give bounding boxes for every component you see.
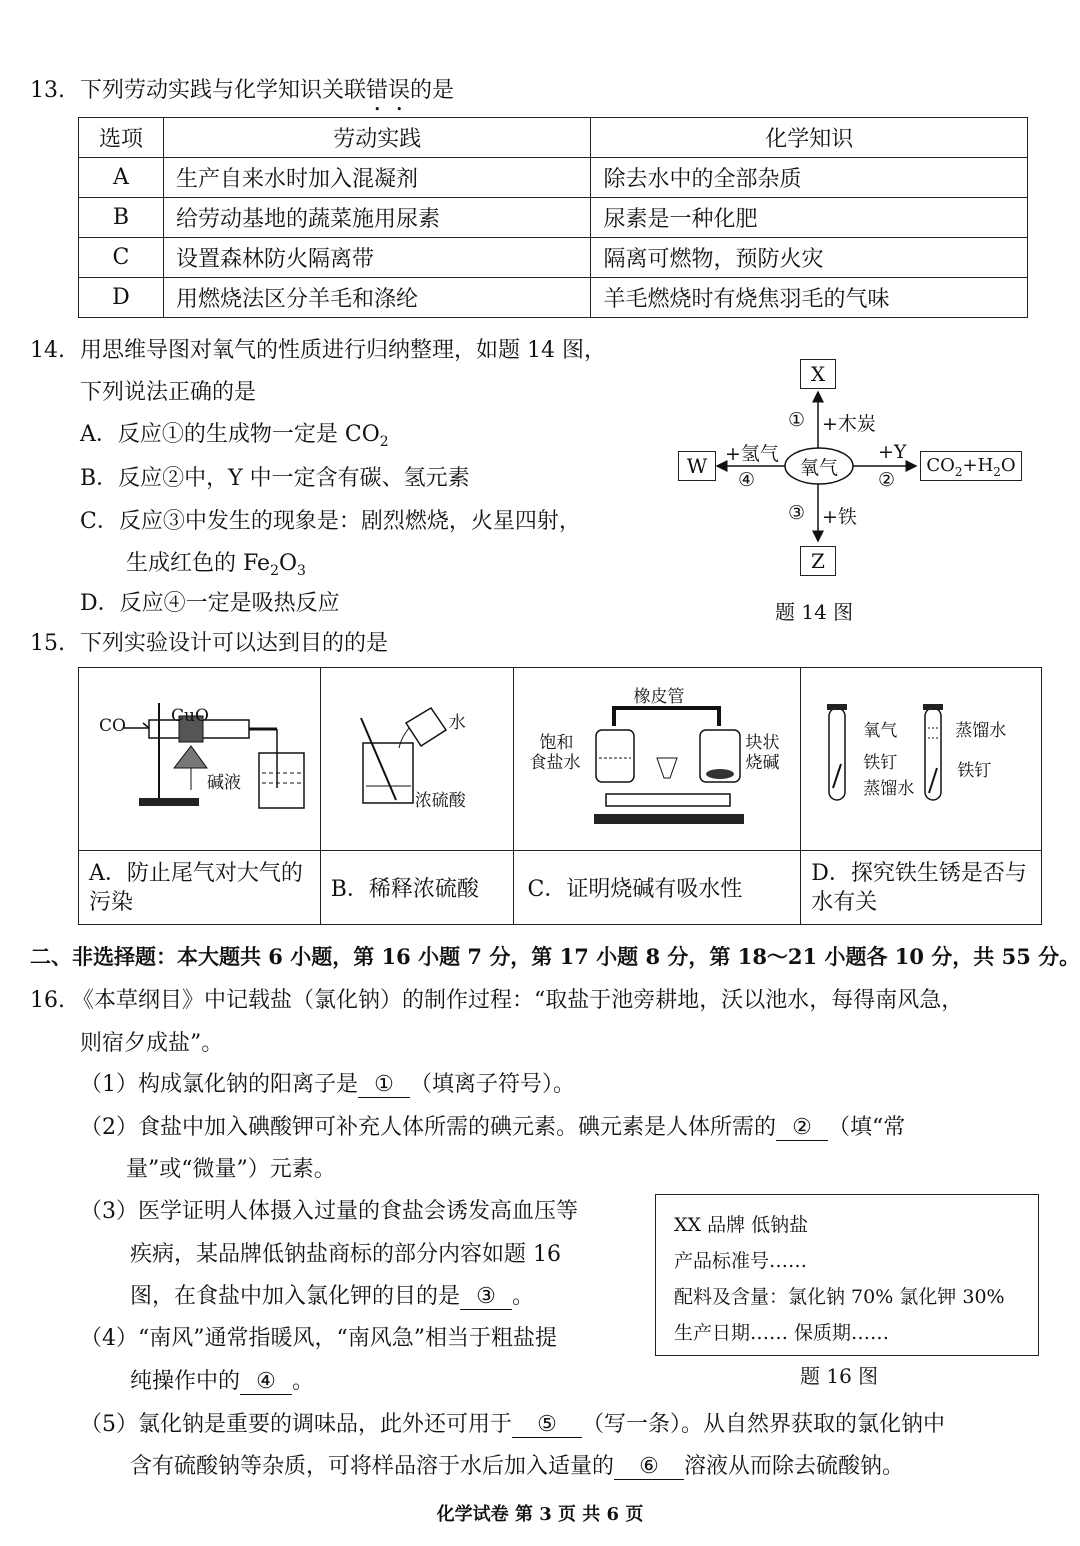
q14-products-o: O [1000, 455, 1016, 476]
q16-blank-5[interactable]: ⑤ [512, 1413, 582, 1438]
q13-row-practice: 用燃烧法区分羊毛和涤纶 [163, 278, 591, 318]
q16-part4-text: 纯操作中的 [130, 1369, 241, 1394]
q13-stem-end: 的是 [410, 78, 455, 103]
page-footer: 化学试卷 第 3 页 共 6 页 [436, 1504, 644, 1525]
q16-part3-line2: 疾病，某品牌低钠盐商标的部分内容如题 16 [130, 1242, 561, 1267]
q15-apparatus-a [79, 668, 319, 848]
q13-row-knowledge: 尿素是一种化肥 [591, 198, 1028, 238]
q15-d-label-water-1: 蒸馏水 [863, 779, 915, 799]
q15-options-table [78, 667, 1042, 925]
q15-apparatus-d [801, 668, 1041, 848]
q15-captions-row [79, 851, 1042, 925]
q15-option-a: A．防止尾气对大气的污染 [79, 851, 321, 925]
q16-part3-line3 [130, 1282, 534, 1312]
section2-desc: 本大题共 6 小题，第 16 小题 7 分，第 17 小题 8 分，第 18～21 小题各 10 分，共 55 分。 [177, 944, 1080, 969]
q14-products-h: +H [962, 455, 994, 476]
q16-part5-line2-post: 溶液从而除去硫酸钠。 [684, 1454, 905, 1479]
q14-products-co: CO [926, 455, 955, 476]
q16-blank-2[interactable]: ② [776, 1116, 828, 1141]
q16-number: 16. [30, 988, 65, 1013]
q16-part1-post: （填离子符号）。 [410, 1072, 576, 1097]
q14-stem-line2: 下列说法正确的是 [80, 380, 257, 405]
section2-heading [30, 942, 1080, 972]
q14-option-a-sub: 2 [379, 434, 389, 450]
q15-b-label-acid: 浓硫酸 [414, 791, 466, 811]
q16-caption: 题 16 图 [800, 1364, 879, 1388]
q16-label-brand: XX 品牌 低钠盐 [674, 1214, 809, 1236]
section2-title: 二、非选择题： [30, 944, 177, 969]
q14-option-a-text: A．反应①的生成物一定是 CO [80, 422, 380, 447]
table-row [79, 198, 1028, 238]
q15-stem [30, 629, 388, 659]
q16-stem-line1 [30, 986, 963, 1016]
q15-panel-a [79, 668, 321, 851]
q16-part4-post: 。 [292, 1369, 315, 1394]
q13-row-option: A [79, 158, 164, 198]
q14-reaction-3-label: +铁 [822, 506, 857, 528]
q16-part3-line1: （3）医学证明人体摄入过量的食盐会诱发高血压等 [80, 1199, 578, 1224]
q14-option-a [80, 420, 389, 457]
q16-label-dates: 生产日期…… 保质期…… [674, 1322, 890, 1344]
q13-row-practice: 给劳动基地的蔬菜施用尿素 [163, 198, 591, 238]
q16-part4-line1: （4）“南风”通常指暖风，“南风急”相当于粗盐提 [80, 1326, 557, 1351]
q16-part2-text: （2）食盐中加入碘酸钾可补充人体所需的碘元素。碘元素是人体所需的 [80, 1115, 776, 1140]
q14-option-d: D．反应④一定是吸热反应 [80, 591, 340, 616]
q14-stem1: 用思维导图对氧气的性质进行归纳整理，如题 14 图， [80, 338, 606, 363]
q15-apparatus-b [321, 668, 511, 848]
q14-option-c-sub2: 3 [297, 563, 306, 579]
q14-reaction-4: ④ [738, 469, 756, 491]
q16-part5-text: （5）氯化钠是重要的调味品，此外还可用于 [80, 1412, 512, 1437]
q16-part2-post: （填“常 [828, 1115, 906, 1140]
q14-option-c-text: 生成红色的 Fe [126, 551, 271, 576]
q14-option-c-mid: O [279, 551, 298, 576]
q16-part5-line2-text: 含有硫酸钠等杂质，可将样品溶于水后加入适量的 [130, 1454, 615, 1479]
q13-number: 13. [30, 78, 65, 103]
q15-c-label-brine: 食盐水 [529, 753, 581, 773]
q16-blank-4[interactable]: ④ [240, 1370, 292, 1395]
q13-header-option: 选项 [79, 118, 164, 158]
q16-part4-line2 [130, 1367, 314, 1397]
q14-stem-line1 [30, 336, 606, 366]
q13-row-knowledge: 除去水中的全部杂质 [591, 158, 1028, 198]
q16-part5-line2 [130, 1452, 904, 1482]
q13-row-practice: 设置森林防火隔离带 [163, 238, 591, 278]
q13-stem-text: 下列劳动实践与化学知识关联 [80, 78, 367, 103]
q13-row-knowledge: 羊毛燃烧时有烧焦羽毛的气味 [591, 278, 1028, 318]
q15-a-label-base: 碱液 [207, 773, 241, 793]
q15-a-label-cuo: CuO [171, 706, 209, 726]
q16-part3-text: 图，在食盐中加入氯化钾的目的是 [130, 1284, 461, 1309]
q14-number: 14. [30, 338, 65, 363]
q16-label-ingredients: 配料及含量：氯化钠 70% 氯化钾 30% [674, 1286, 1005, 1308]
q14-reaction-1-label: +木炭 [822, 413, 876, 435]
q14-reaction-2-label: +Y [878, 441, 907, 463]
q13-header-row [79, 118, 1028, 158]
table-row [79, 238, 1028, 278]
q15-figures-row [79, 668, 1042, 851]
q16-blank-6[interactable]: ⑥ [614, 1455, 684, 1480]
q14-node-z: Z [800, 546, 836, 576]
q16-part1 [80, 1070, 575, 1100]
q15-c-label-solid: 块状 [745, 733, 780, 753]
q13-stem [30, 76, 454, 116]
q14-option-c-line1: C．反应③中发生的现象是：剧烈燃烧，火星四射， [80, 509, 581, 534]
q14-option-c-line2 [126, 549, 306, 586]
q15-panel-c [513, 668, 801, 851]
q14-products-sub: 2 [954, 465, 963, 479]
q16-stem1: 《本草纲目》中记载盐（氯化钠）的制作过程：“取盐于池旁耕地，沃以池水，每得南风急， [72, 988, 964, 1013]
q13-row-option: C [79, 238, 164, 278]
q15-c-label-naoh: 烧碱 [745, 753, 780, 773]
q15-b-label-water: 水 [448, 713, 466, 733]
q13-row-practice: 生产自来水时加入混凝剂 [163, 158, 591, 198]
q15-d-label-water-2: 蒸馏水 [955, 721, 1007, 741]
q13-row-knowledge: 隔离可燃物，预防火灾 [591, 238, 1028, 278]
q15-option-c: C．证明烧碱有吸水性 [513, 851, 801, 925]
q15-stem-text: 下列实验设计可以达到目的的是 [80, 631, 389, 656]
q13-row-option: D [79, 278, 164, 318]
q16-part5-mid: （写一条）。从自然界获取的氯化钠中 [582, 1412, 946, 1437]
q14-reaction-2: ② [878, 469, 896, 491]
q14-reaction-3: ③ [788, 502, 806, 524]
q16-blank-1[interactable]: ① [358, 1073, 410, 1098]
q15-number: 15. [30, 631, 65, 656]
q16-stem-line2: 则宿夕成盐”。 [80, 1031, 224, 1056]
q15-c-label-saturated: 饱和 [539, 733, 574, 753]
table-row [79, 278, 1028, 318]
q13-table [78, 117, 1028, 318]
q16-label-standard: 产品标准号…… [674, 1250, 808, 1272]
q14-node-x: X [800, 359, 836, 389]
q16-part2 [80, 1113, 905, 1143]
q15-a-label-co: CO [99, 716, 126, 736]
q15-panel-b [320, 668, 513, 851]
q14-reaction-4-label: +氢气 [725, 443, 779, 465]
q14-reaction-1: ① [788, 409, 806, 431]
q13-stem-emphasis: 错误 [366, 78, 411, 103]
q14-caption: 题 14 图 [775, 600, 854, 624]
q14-node-products [920, 451, 1022, 481]
q16-salt-label-box [655, 1194, 1039, 1356]
q13-row-option: B [79, 198, 164, 238]
q16-part1-text: （1）构成氯化钠的阳离子是 [80, 1072, 358, 1097]
q16-part2-line2: 量”或“微量”）元素。 [126, 1157, 336, 1182]
q14-node-w: W [678, 451, 716, 481]
q15-d-label-oxygen: 氧气 [863, 721, 898, 741]
q14-mind-map [670, 355, 1040, 625]
q15-d-label-nail-2: 铁钉 [957, 761, 992, 781]
q16-blank-3[interactable]: ③ [460, 1285, 512, 1310]
q15-option-b: B．稀释浓硫酸 [320, 851, 513, 925]
q15-panel-d [801, 668, 1042, 851]
q13-header-practice: 劳动实践 [163, 118, 591, 158]
q15-d-label-nail-1: 铁钉 [863, 753, 898, 773]
table-row [79, 158, 1028, 198]
q14-option-b: B．反应②中，Y 中一定含有碳、氢元素 [80, 466, 470, 491]
q14-center-label: 氧气 [799, 457, 838, 479]
q14-products-sub2: 2 [993, 465, 1001, 479]
q15-option-d: D．探究铁生锈是否与水有关 [801, 851, 1042, 925]
q16-part5-line1 [80, 1410, 945, 1440]
q14-option-c-sub1: 2 [270, 563, 279, 579]
q15-c-label-tube: 橡皮管 [633, 687, 685, 707]
q13-header-knowledge: 化学知识 [591, 118, 1028, 158]
q16-part3-post: 。 [512, 1284, 535, 1309]
